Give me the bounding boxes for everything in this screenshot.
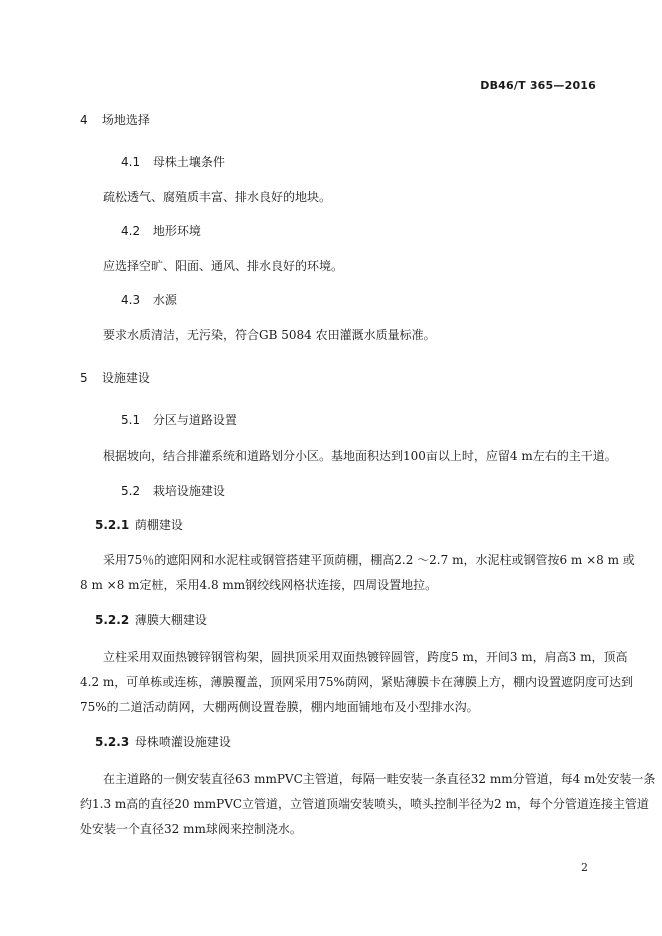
- section-5-2-3-heading: [95, 735, 231, 749]
- section-5-2-2-line-1: 立柱采用双面热镀锌钢管构架，圆拱顶采用双面热镀锌圆管，跨度5 m，开间3 m，肩高3 m，顶高: [103, 650, 628, 664]
- section-number: 5.2: [121, 484, 141, 498]
- section-number: 5: [80, 371, 88, 385]
- section-5-2-1-line-2: 8 m ×8 m定桩，采用4.8 mm钢绞线网格状连接，四周设置地拉。: [80, 578, 438, 592]
- section-number: 4.1: [121, 155, 141, 169]
- section-4-2-heading: [121, 224, 201, 238]
- section-title: 地形环境: [152, 224, 201, 238]
- section-title: 薄膜大棚建设: [134, 613, 207, 627]
- section-number: 4.3: [121, 293, 141, 307]
- section-5-2-2-line-2: 4.2 m，可单栋或连栋，薄膜覆盖，顶网采用75%荫网，紧贴薄膜卡在薄膜上方，棚内设置遮阴度可达到: [80, 675, 633, 689]
- section-number: 5.2.3: [95, 735, 130, 749]
- section-title: 水源: [152, 293, 177, 307]
- section-number: 5.1: [121, 413, 141, 427]
- section-5-2-1-heading: [95, 518, 183, 532]
- section-number: 5.2.2: [95, 613, 130, 627]
- section-5-2-3-line-1: 在主道路的一侧安装直径63 mmPVC主管道，每隔一畦安装一条直径32 mm分管道，每4 m处安装一条: [103, 772, 656, 786]
- section-5-2-1-line-1: 采用75％的遮阳网和水泥柱或钢管搭建平顶荫棚，棚高2.2 ～2.7 m，水泥柱或钢管按6 m ×8 m 或: [103, 553, 635, 567]
- section-4-heading: [80, 113, 150, 127]
- document-code: DB46/T 365—2016: [480, 79, 596, 92]
- section-title: 栽培设施建设: [152, 484, 225, 498]
- section-4-3-text: 要求水质清洁，无污染，符合GB 5084 农田灌溉水质量标准。: [103, 328, 436, 342]
- section-4-3-heading: [121, 293, 177, 307]
- section-4-1-text: 疏松透气、腐殖质丰富、排水良好的地块。: [103, 190, 332, 204]
- section-5-1-heading: [121, 413, 237, 427]
- section-4-1-heading: [121, 155, 225, 169]
- section-title: 设施建设: [101, 371, 150, 385]
- section-title: 荫棚建设: [134, 518, 183, 532]
- page-number: 2: [581, 861, 588, 874]
- section-title: 母株喷灌设施建设: [134, 735, 231, 749]
- section-5-1-text: 根据坡向，结合排灌系统和道路划分小区。基地面积达到100亩以上时，应留4 m左右的主干道。: [103, 449, 617, 463]
- section-title: 母株土壤条件: [152, 155, 225, 169]
- section-5-heading: [80, 371, 150, 385]
- section-5-2-heading: [121, 484, 225, 498]
- section-title: 分区与道路设置: [152, 413, 237, 427]
- section-number: 5.2.1: [95, 518, 130, 532]
- section-title: 场地选择: [101, 113, 150, 127]
- section-4-2-text: 应选择空旷、阳面、通风、排水良好的环境。: [103, 259, 344, 273]
- section-5-2-2-line-3: 75%的二道活动荫网，大棚两侧设置卷膜，棚内地面铺地布及小型排水沟。: [80, 700, 479, 714]
- section-5-2-2-heading: [95, 613, 207, 627]
- section-number: 4: [80, 113, 88, 127]
- section-5-2-3-line-2: 约1.3 m高的直径20 mmPVC立管道，立管道顶端安装喷头，喷头控制半径为2 m，每个分管道连接主管道: [80, 797, 649, 811]
- section-number: 4.2: [121, 224, 141, 238]
- section-5-2-3-line-3: 处安装一个直径32 mm球阀来控制浇水。: [80, 822, 302, 836]
